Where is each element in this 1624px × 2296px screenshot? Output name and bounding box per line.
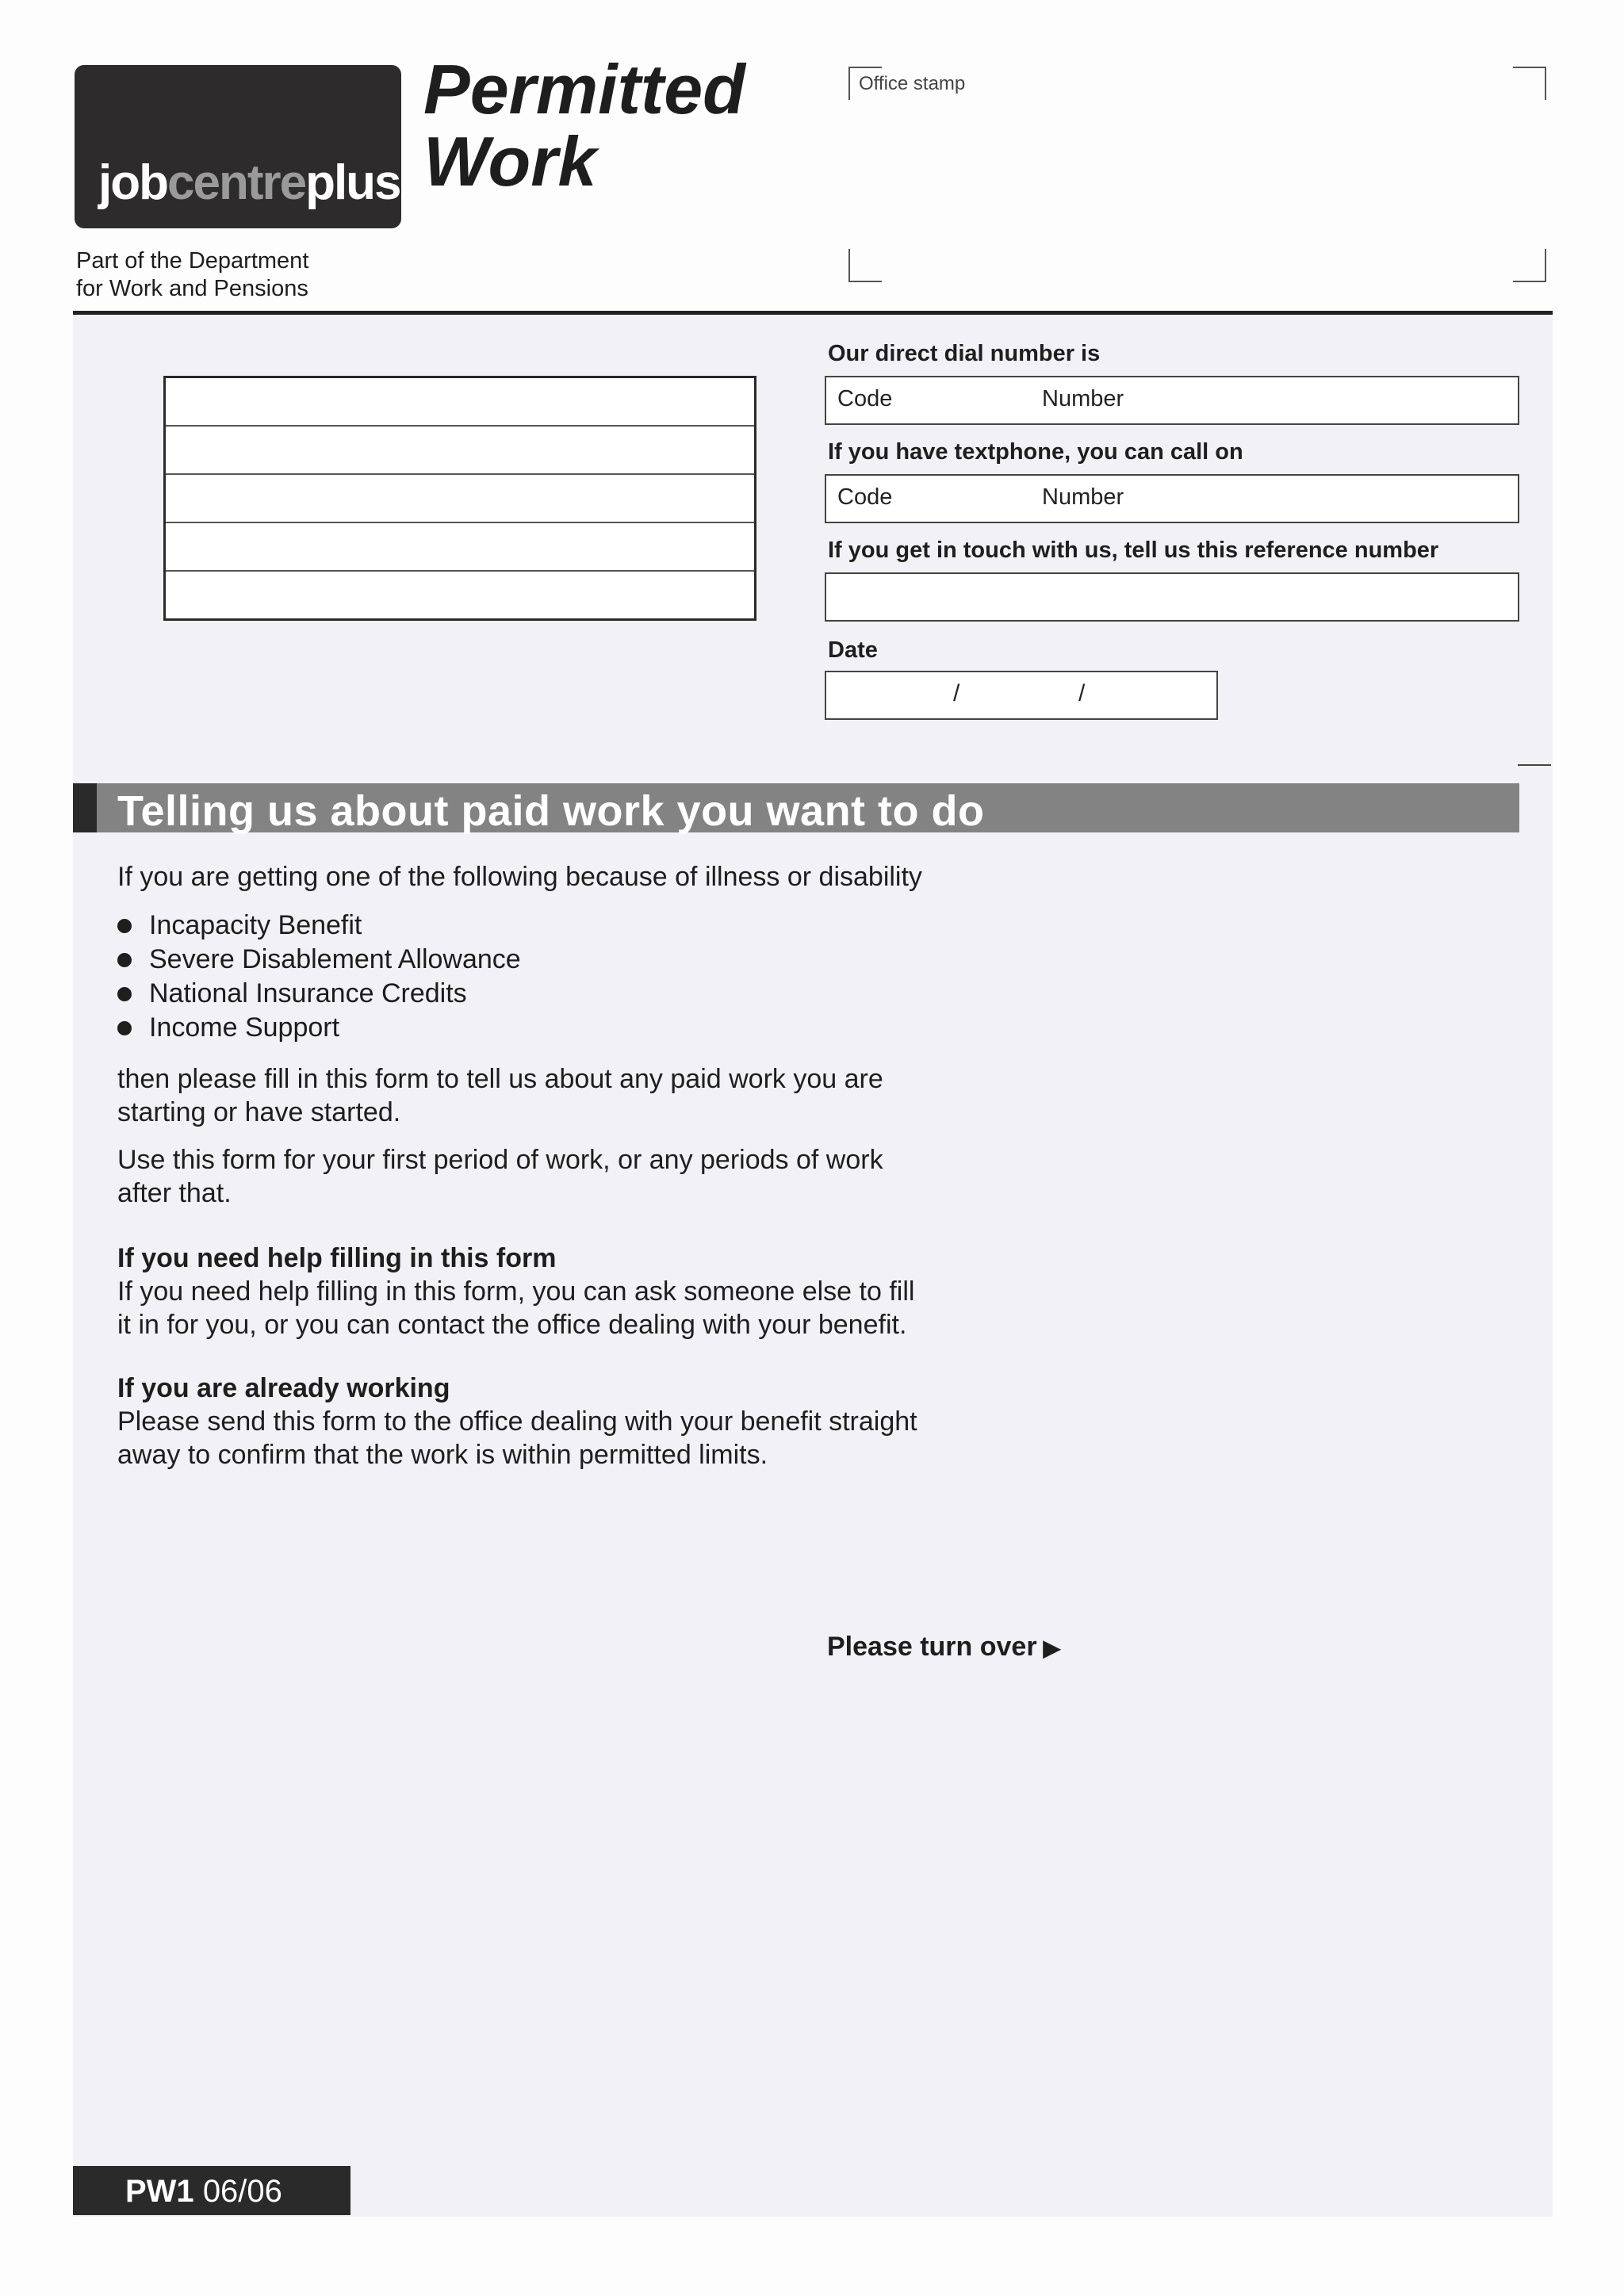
address-line[interactable] <box>166 427 754 475</box>
textphone-label: If you have textphone, you can call on <box>828 439 1243 465</box>
date-label: Date <box>828 637 878 663</box>
stamp-corner-mark <box>848 249 882 282</box>
address-line[interactable] <box>166 523 754 572</box>
department-text: Part of the Department for Work and Pensions <box>76 248 309 301</box>
fold-mark <box>1518 764 1551 766</box>
working-heading: If you are already working <box>117 1373 450 1403</box>
reference-label: If you get in touch with us, tell us this reference number <box>828 538 1439 563</box>
stamp-corner-mark <box>1513 67 1546 100</box>
bullet-icon <box>117 919 132 933</box>
date-separator: / <box>953 680 960 706</box>
date-field[interactable] <box>825 671 1218 720</box>
direct-dial-field[interactable] <box>825 376 1519 425</box>
stamp-corner-mark <box>848 67 882 100</box>
benefit-list <box>117 909 521 1045</box>
section-heading <box>73 783 1519 835</box>
bullet-icon <box>117 1021 132 1035</box>
list-item: Incapacity Benefit <box>117 909 521 943</box>
form-date: 06/06 <box>202 2174 282 2209</box>
date-separator: / <box>1078 680 1086 706</box>
form-title: Permitted Work <box>423 50 745 201</box>
form-code: PW1 <box>125 2174 194 2209</box>
arrow-right-icon: ▶ <box>1043 1636 1061 1660</box>
number-label: Number <box>1042 484 1124 510</box>
form-code-badge <box>73 2166 350 2215</box>
turn-over-note: Please turn over ▶ <box>827 1632 1061 1662</box>
address-line[interactable] <box>166 378 754 427</box>
help-heading: If you need help filling in this form <box>117 1243 557 1273</box>
code-label: Code <box>837 484 893 510</box>
bullet-icon <box>117 987 132 1001</box>
stamp-corner-mark <box>1513 249 1546 282</box>
bullet-icon <box>117 953 132 967</box>
direct-dial-label: Our direct dial number is <box>828 341 1101 366</box>
list-item: Income Support <box>117 1011 521 1045</box>
number-label: Number <box>1042 386 1124 411</box>
reference-field[interactable] <box>825 572 1519 622</box>
office-stamp-label: Office stamp <box>859 73 966 94</box>
intro-text: If you are getting one of the following because of illness or disability <box>117 862 922 892</box>
logo-wordmark: jobcentreplus <box>98 155 400 210</box>
address-line[interactable] <box>166 475 754 523</box>
textphone-field[interactable] <box>825 474 1519 523</box>
list-item: Severe Disablement Allowance <box>117 943 521 977</box>
working-section: If you are already working Please send this form to the office dealing with your benefit straight away to confirm that the work is within permitted limits. <box>117 1372 958 1471</box>
address-box[interactable] <box>163 376 756 621</box>
section-heading-text: Telling us about paid work you want to do <box>117 787 985 835</box>
header-divider <box>73 311 1553 315</box>
section-heading-bar <box>73 783 97 832</box>
paragraph-periods: Use this form for your first period of work, or any periods of work after that. <box>117 1145 883 1208</box>
code-label: Code <box>837 386 893 411</box>
address-line[interactable] <box>166 572 754 618</box>
jobcentreplus-logo <box>75 65 401 228</box>
list-item: National Insurance Credits <box>117 977 521 1011</box>
paragraph-fill-form: then please fill in this form to tell us about any paid work you are starting or have started. <box>117 1064 883 1127</box>
help-section: If you need help filling in this form If you need help filling in this form, you can ask someone else to fill it in for you, or you can contact the office dealing with your benefit. <box>117 1242 958 1341</box>
